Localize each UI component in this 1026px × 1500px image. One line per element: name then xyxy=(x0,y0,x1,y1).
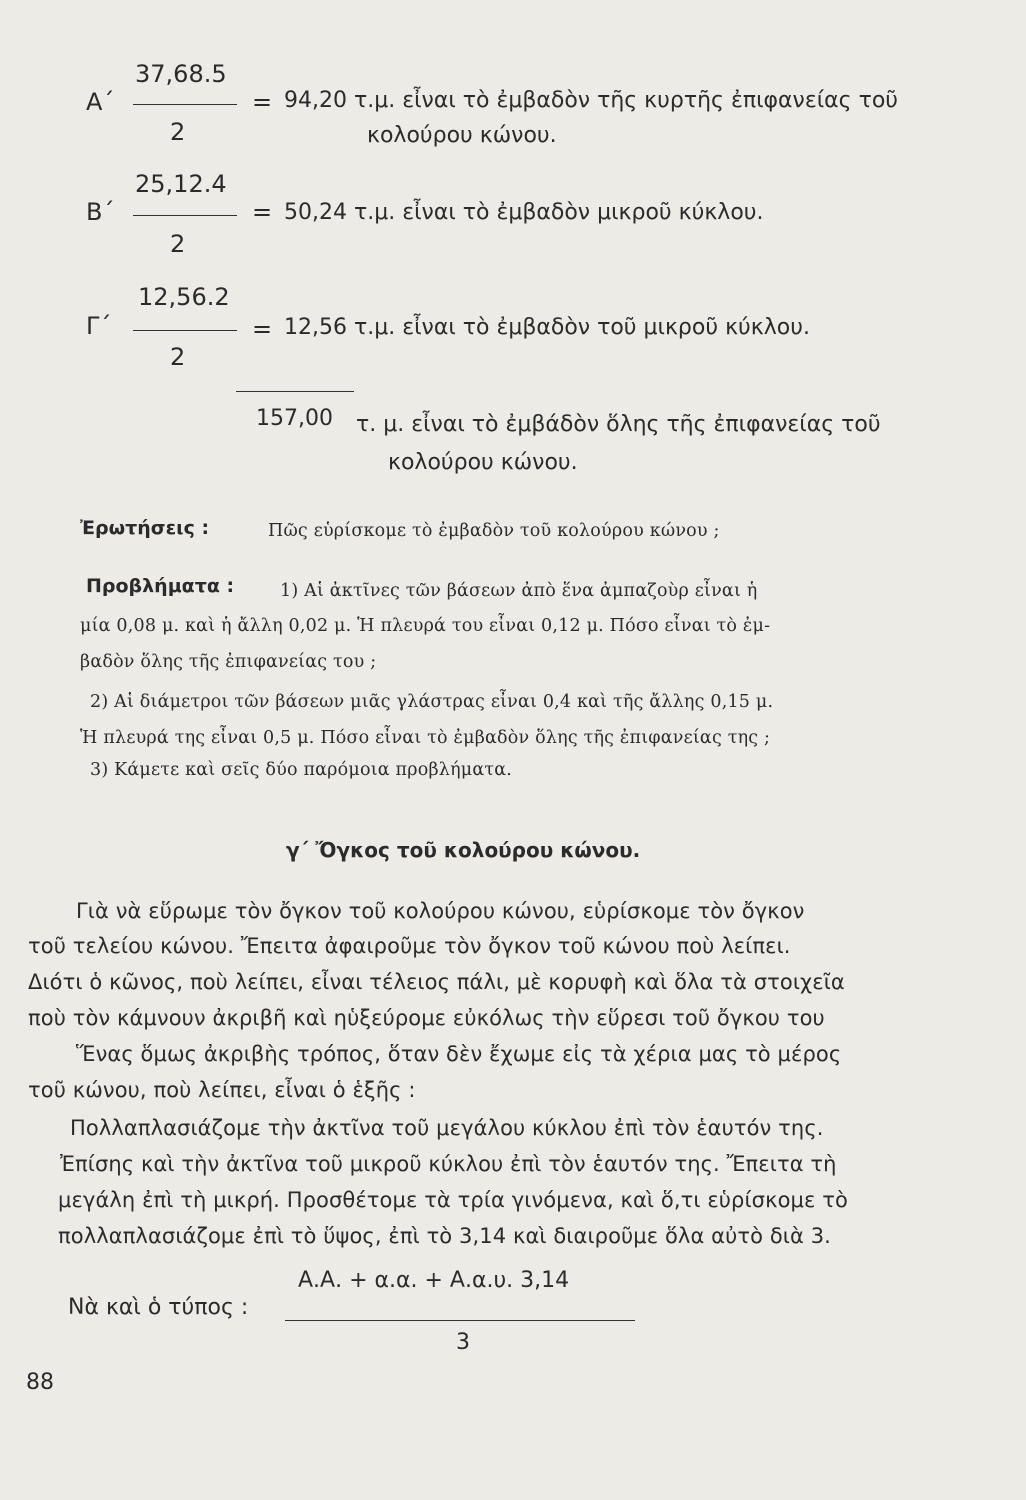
body-line: πολλαπλασιάζομε ἐπὶ τὸ ὕψος, ἐπὶ τὸ 3,14 καὶ διαιροῦμε ὅλα αὐτὸ διὰ 3. xyxy=(58,1224,831,1248)
page-number: 88 xyxy=(26,1370,54,1395)
body-line: τοῦ κώνου, ποὺ λείπει, εἶναι ὁ ἑξῆς : xyxy=(28,1078,416,1102)
total-text: τ. μ. εἶναι τὸ ἐμβάδὸν ὅλης τῆς ἐπιφανείας τοῦ xyxy=(356,412,881,437)
body-line: Διότι ὁ κῶνος, ποὺ λείπει, εἶναι τέλειος πάλι, μὲ κορυφὴ καὶ ὅλα τὰ στοιχεῖα xyxy=(28,970,845,994)
calc-a-numerator: 37,68.5 xyxy=(135,60,227,88)
calc-b-numerator: 25,12.4 xyxy=(135,170,227,198)
problem-line: μία 0,08 μ. καὶ ἡ ἄλλη 0,02 μ. Ἡ πλευρά του εἶναι 0,12 μ. Πόσο εἶναι τὸ ἐμ- xyxy=(80,616,771,636)
calc-a-denominator: 2 xyxy=(170,118,186,146)
questions-text: Πῶς εὑρίσκομε τὸ ἐμβαδὸν τοῦ κολούρου κώνου ; xyxy=(268,521,720,541)
calc-a-equals: = xyxy=(252,88,273,116)
calc-c-numerator: 12,56.2 xyxy=(138,283,230,311)
problem-line: 1) Αἱ ἀκτῖνες τῶν βάσεων ἀπὸ ἕνα ἀμπαζοὺρ εἶναι ἡ xyxy=(280,581,758,601)
body-line: Ἕνας ὅμως ἀκριβὴς τρόπος, ὅταν δὲν ἔχωμε εἰς τὰ χέρια μας τὸ μέρος xyxy=(76,1042,842,1066)
section-heading: γ΄ Ὄγκος τοῦ κολούρου κώνου. xyxy=(286,838,641,862)
calc-b-denominator: 2 xyxy=(170,230,186,258)
formula-numerator: Α.Α. + α.α. + Α.α.υ. 3,14 xyxy=(298,1268,570,1293)
problem-line: βαδὸν ὅλης τῆς ἐπιφανείας του ; xyxy=(80,652,377,672)
calc-c-fraction-line xyxy=(133,330,237,331)
body-line: ποὺ τὸν κάμνουν ἀκριβῆ καὶ ηὑξεύρομε εὐκόλως τὴν εὕρεσι τοῦ ὄγκου του xyxy=(28,1006,825,1030)
body-line: μεγάλη ἐπὶ τὴ μικρή. Προσθέτομε τὰ τρία γινόμενα, καὶ ὅ,τι εὑρίσκομε τὸ xyxy=(58,1188,848,1212)
calc-a-label: Α΄ xyxy=(86,88,115,116)
calc-b-label: Β΄ xyxy=(86,198,115,226)
calc-b-result: 50,24 τ.μ. εἶναι τὸ ἐμβαδὸν μικροῦ κύκλου. xyxy=(284,200,764,225)
calc-c-label: Γ΄ xyxy=(86,312,112,340)
body-line: Ἐπίσης καὶ τὴν ἀκτῖνα τοῦ μικροῦ κύκλου ἐπὶ τὸν ἑαυτόν της. Ἔπειτα τὴ xyxy=(60,1152,837,1176)
body-line: Πολλαπλασιάζομε τὴν ἀκτῖνα τοῦ μεγάλου κύκλου ἐπὶ τὸν ἑαυτόν της. xyxy=(70,1116,824,1140)
problems-label: Προβλήματα : xyxy=(86,575,235,597)
calc-b-equals: = xyxy=(252,198,273,226)
calc-c-result: 12,56 τ.μ. εἶναι τὸ ἐμβαδὸν τοῦ μικροῦ κύκλου. xyxy=(284,315,810,340)
formula-label: Νὰ καὶ ὁ τύπος : xyxy=(68,1295,249,1320)
questions-label: Ἐρωτήσεις : xyxy=(80,517,210,539)
calc-a-result: 94,20 τ.μ. εἶναι τὸ ἐμβαδὸν τῆς κυρτῆς ἐπιφανείας τοῦ xyxy=(284,88,899,113)
formula-fraction-line xyxy=(285,1320,635,1321)
sum-line xyxy=(236,391,354,392)
total-text-cont: κολούρου κώνου. xyxy=(388,450,578,475)
body-line: Γιὰ νὰ εὕρωμε τὸν ὄγκον τοῦ κολούρου κώνου, εὑρίσκομε τὸν ὄγκον xyxy=(76,899,805,923)
calc-a-fraction-line xyxy=(133,104,237,105)
problem-line: 2) Αἱ διάμετροι τῶν βάσεων μιᾶς γλάστρας εἶναι 0,4 καὶ τῆς ἄλλης 0,15 μ. xyxy=(90,692,774,712)
calc-c-equals: = xyxy=(252,315,273,343)
calc-c-denominator: 2 xyxy=(170,343,186,371)
problem-line: 3) Κάμετε καὶ σεῖς δύο παρόμοια προβλήματα. xyxy=(90,760,513,780)
total-value: 157,00 xyxy=(256,406,333,431)
calc-b-fraction-line xyxy=(133,215,237,216)
body-line: τοῦ τελείου κώνου. Ἔπειτα ἀφαιροῦμε τὸν ὄγκον τοῦ κώνου ποὺ λείπει. xyxy=(28,934,791,958)
calc-a-result-cont: κολούρου κώνου. xyxy=(367,123,557,148)
formula-denominator: 3 xyxy=(456,1330,470,1355)
problem-line: Ἡ πλευρά της εἶναι 0,5 μ. Πόσο εἶναι τὸ ἐμβαδὸν ὅλης τῆς ἐπιφανείας της ; xyxy=(80,728,771,748)
